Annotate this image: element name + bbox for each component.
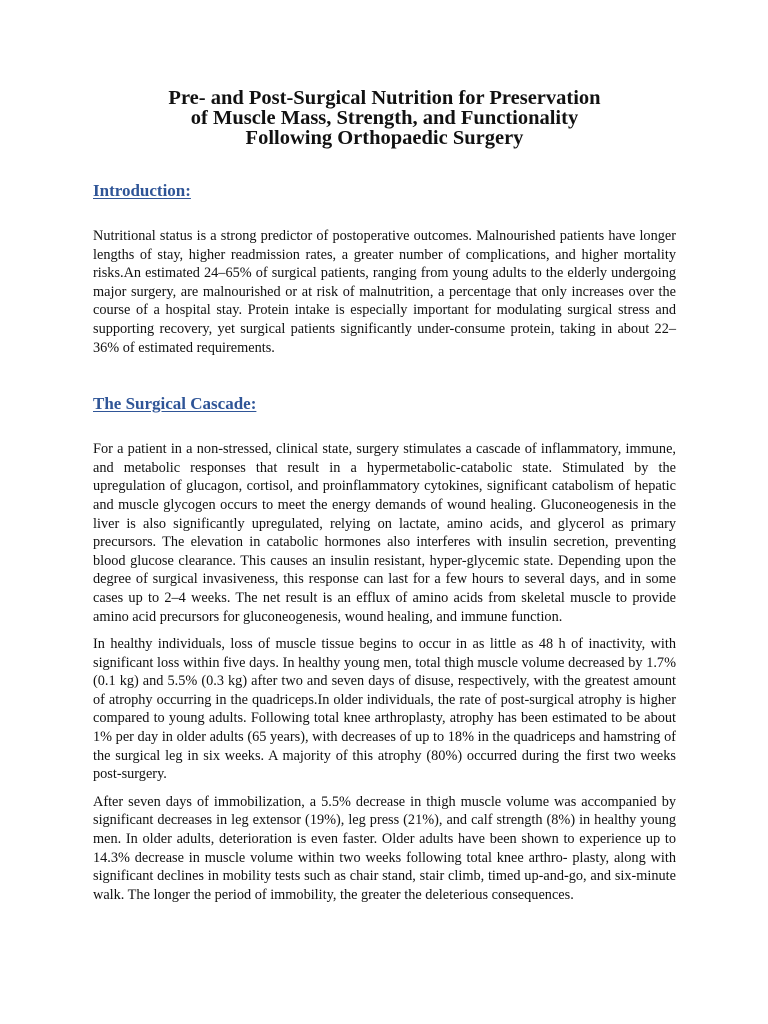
surgical-cascade-paragraph-3: After seven days of immobilization, a 5.5% decrease in thigh muscle volume was accompanied by significant decreases in leg extensor (19%), leg press (21%), and calf strength (8%) in healthy young men. In older adults, deterioration is even faster. Older adults have been shown to experience up to 14.3% decrease in muscle volume within two weeks following total knee arthro- plasty, along with significant declines in mobility tests such as chair stand, stair climb, timed up-and-go, and six-minute walk. The longer the period of immobility, the greater the deleterious consequences.: [93, 793, 676, 903]
title-line-3: Following Orthopaedic Surgery: [245, 127, 524, 149]
document-title: [93, 88, 676, 148]
introduction-paragraph: Nutritional status is a strong predictor of postoperative outcomes. Malnourished patients have longer lengths of stay, higher readmission rates, a greater number of complications, and higher mortality risks.An estimated 24–65% of surgical patients, ranging from young adults to the elderly undergoing major surgery, are malnourished or at risk of malnutrition, a percentage that only increases over the course of a hospital stay. Protein intake is especially important for modulating surgical stress and supporting recovery, yet surgical patients significantly under-consume protein, taking in about 22–36% of estimated requirements.: [93, 228, 676, 356]
surgical-cascade-paragraph-2: In healthy individuals, loss of muscle tissue begins to occur in as little as 48 h of inactivity, with significant loss within five days. In healthy young men, total thigh muscle volume decreased by 1.7% (0.1 kg) and 5.5% (0.3 kg) after two and seven days of disuse, respectively, with the greatest amount of atrophy occurring in the quadriceps.In older individuals, the rate of post-surgical atrophy is higher compared to young adults. Following total knee arthroplasty, atrophy has been estimated to be about 1% per day in older adults (65 years), with decreases of up to 18% in the quadriceps and hamstring of the surgical leg in six weeks. A majority of this atrophy (80%) occurred during the first two weeks post-surgery.: [93, 636, 676, 783]
title-line-1: Pre- and Post-Surgical Nutrition for Preservation: [168, 87, 601, 109]
surgical-cascade-paragraph-1: For a patient in a non-stressed, clinical state, surgery stimulates a cascade of inflammatory, immune, and metabolic responses that result in a hypermetabolic-catabolic state. Stimulated by the upregulation of glucagon, cortisol, and proinflammatory cytokines, significant catabolism of hepatic and muscle glycogen occurs to meet the energy demands of wound healing. Gluconeogenesis in the liver is also significantly upregulated, relying on lactate, amino acids, and glycerol as primary precursors. The elevation in catabolic hormones also interferes with insulin secretion, preventing blood glucose clearance. This causes an insulin resistant, hyper-glycemic state. Depending upon the degree of surgical invasiveness, this response can last for a few hours to several days, and in some cases up to 2–4 weeks. The net result is an efflux of amino acids from skeletal muscle to provide amino acid precursors for gluconeogenesis, wound healing, and immune function.: [93, 441, 676, 625]
section-heading-surgical-cascade: The Surgical Cascade:: [93, 394, 257, 414]
title-line-2: of Muscle Mass, Strength, and Functionality: [190, 107, 579, 129]
section-heading-introduction: Introduction:: [93, 181, 191, 200]
